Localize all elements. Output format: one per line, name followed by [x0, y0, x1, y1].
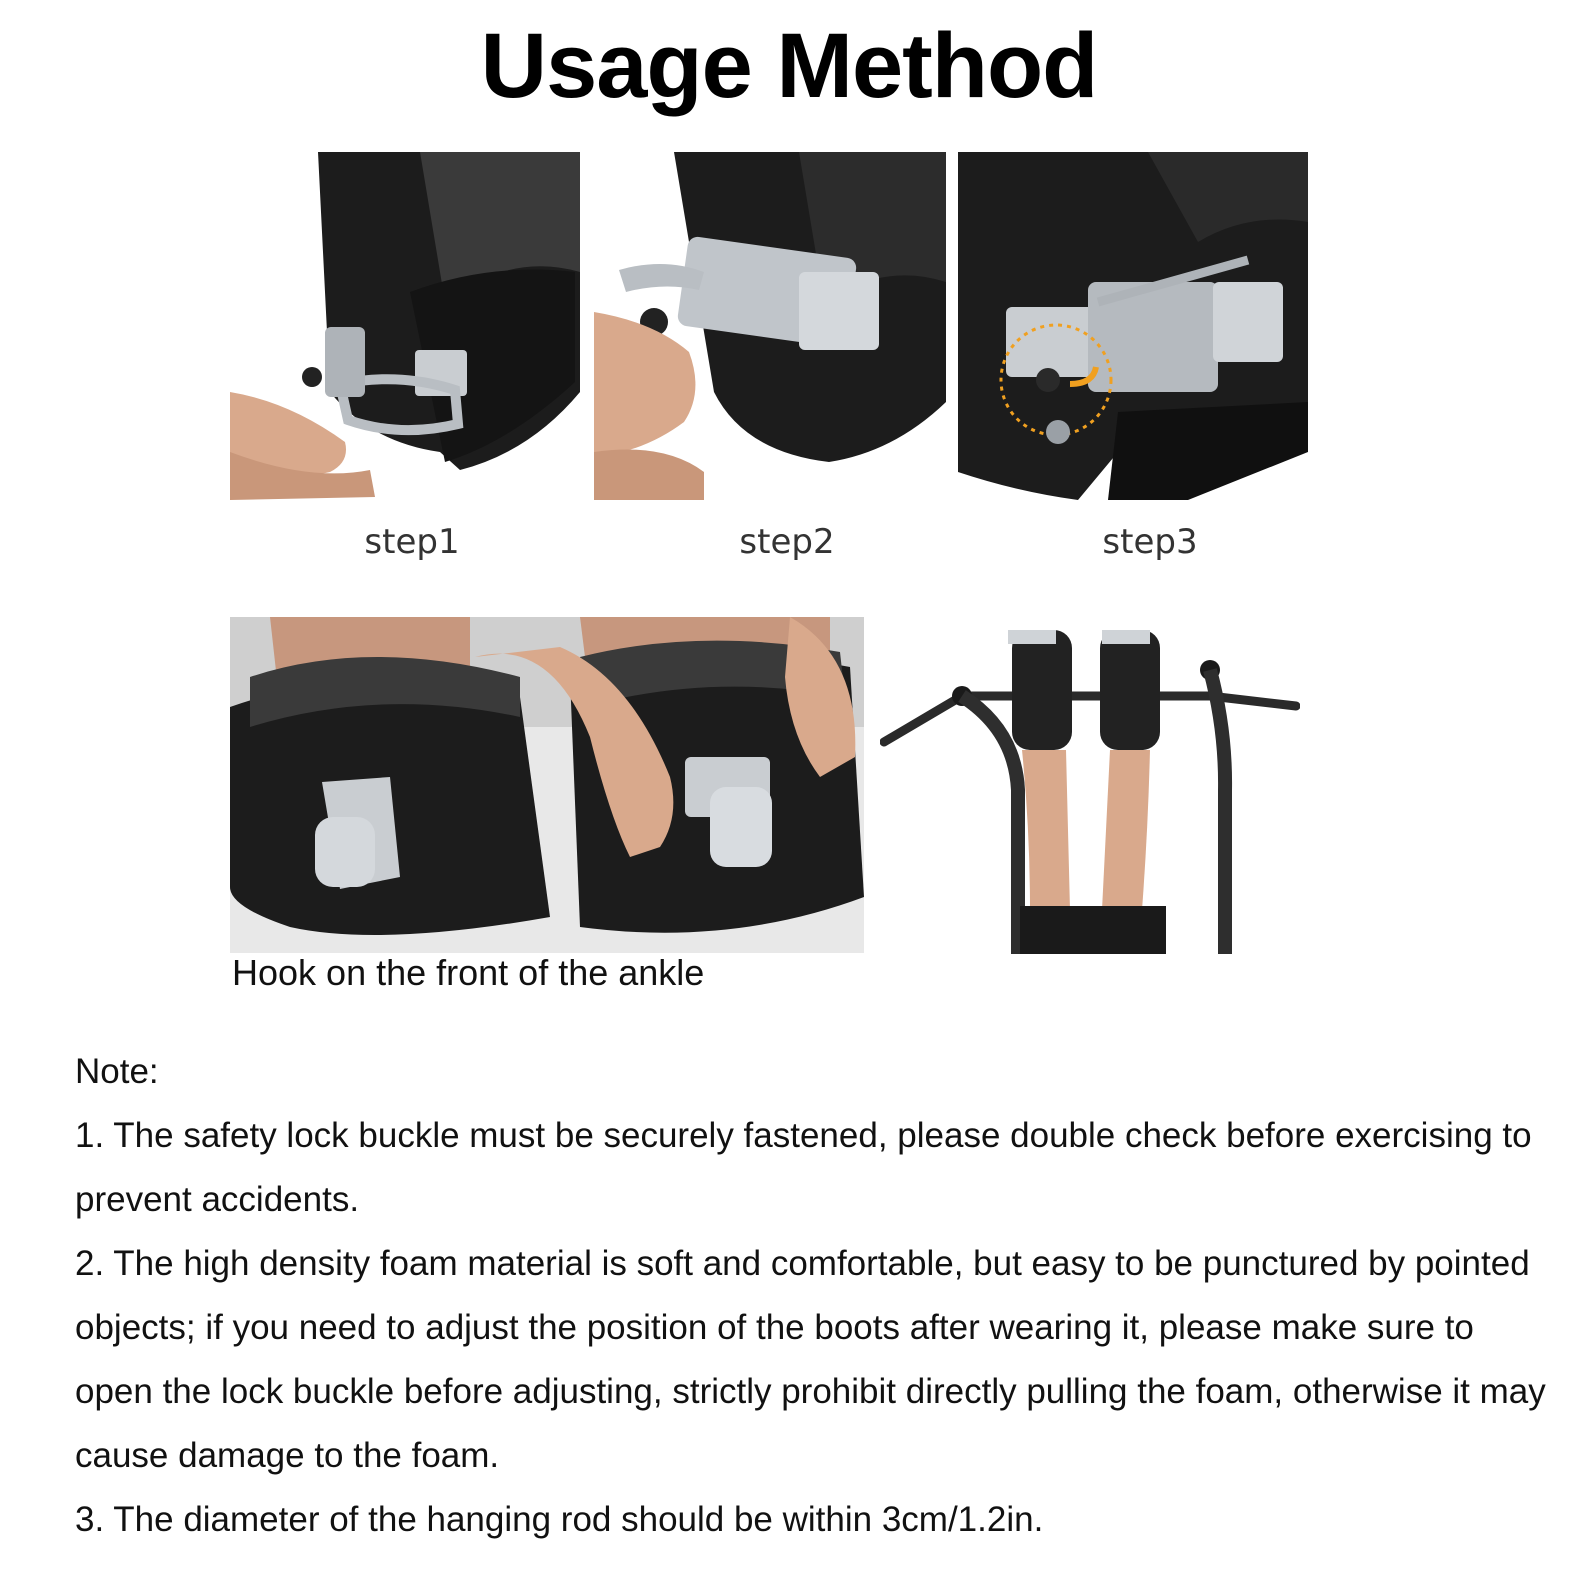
step3-label: step3	[1102, 522, 1198, 562]
note-item-3: 3. The diameter of the hanging rod should be within 3cm/1.2in.	[75, 1500, 1044, 1539]
step1-label: step1	[364, 522, 460, 562]
ankle-hook-photo	[230, 617, 864, 953]
note-item-2: 2. The high density foam material is soft and comfortable, but easy to be punctured by pointed objects; if you need to adjust the position of the boots after wearing it, please make sure to open the lock buckle before adjusting, strictly prohibit directly pulling the foam, otherwise it may cause damage to the foam.	[75, 1244, 1546, 1475]
note-item-1: 1. The safety lock buckle must be securely fastened, please double check before exercising to prevent accidents.	[75, 1116, 1532, 1219]
step3-photo	[958, 152, 1308, 500]
step2-photo	[594, 152, 946, 500]
step2-label: step2	[739, 522, 835, 562]
notes-section	[75, 1040, 1555, 1552]
ankle-caption: Hook on the front of the ankle	[232, 952, 705, 993]
hanging-bar-photo	[880, 630, 1300, 954]
notes-heading: Note:	[75, 1052, 159, 1091]
page-title: Usage Method	[480, 15, 1098, 117]
step1-photo	[230, 152, 580, 500]
